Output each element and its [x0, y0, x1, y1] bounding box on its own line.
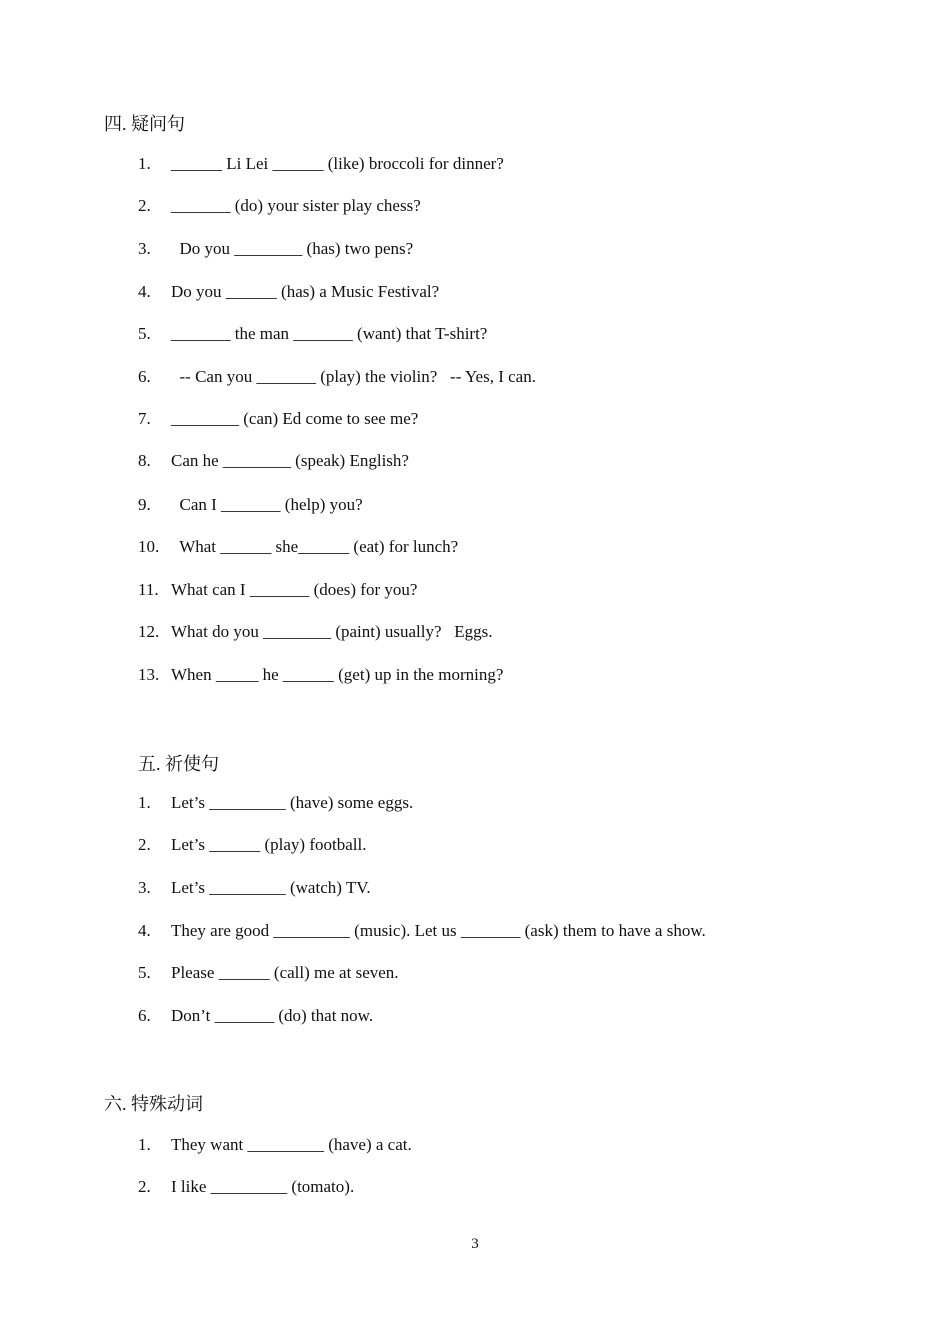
section-heading-6: 六. 特殊动词 — [104, 1094, 203, 1114]
item-text: I like _________ (tomato). — [171, 1177, 355, 1196]
item-text: Do you ______ (has) a Music Festival? — [171, 282, 440, 301]
item-text: _______ (do) your sister play chess? — [171, 196, 421, 215]
item-text: Please ______ (call) me at seven. — [171, 963, 399, 982]
item-text: What do you ________ (paint) usually? Eggs. — [171, 622, 493, 641]
list-item — [138, 367, 536, 387]
item-number: 5. — [138, 963, 151, 982]
list-item — [138, 835, 366, 855]
item-text: What can I _______ (does) for you? — [171, 580, 418, 599]
item-text: ________ (can) Ed come to see me? — [171, 409, 419, 428]
item-text: Can I _______ (help) you? — [171, 495, 363, 514]
item-text: _______ the man _______ (want) that T-shirt? — [171, 324, 488, 343]
item-text: Don’t _______ (do) that now. — [171, 1006, 374, 1025]
list-item — [138, 622, 493, 642]
item-text: Do you ________ (has) two pens? — [171, 239, 414, 258]
list-item — [138, 239, 413, 259]
page-number: 3 — [471, 1236, 479, 1252]
section-heading-4: 四. 疑问句 — [104, 114, 185, 134]
item-number: 8. — [138, 451, 151, 470]
list-item — [138, 963, 399, 983]
list-item — [138, 282, 439, 302]
item-number: 11. — [138, 580, 159, 599]
list-item — [138, 324, 487, 344]
item-number: 6. — [138, 367, 151, 386]
item-number: 2. — [138, 1177, 151, 1196]
list-item — [138, 409, 418, 429]
list-item — [138, 495, 363, 515]
item-text: Let’s _________ (watch) TV. — [171, 878, 371, 897]
item-number: 6. — [138, 1006, 151, 1025]
item-number: 3. — [138, 239, 151, 258]
list-item — [138, 1135, 412, 1155]
list-item — [138, 537, 458, 557]
item-number: 2. — [138, 196, 151, 215]
item-number: 9. — [138, 495, 151, 514]
list-item — [138, 451, 409, 471]
item-number: 13. — [138, 665, 160, 684]
item-number: 4. — [138, 921, 151, 940]
item-text: Let’s _________ (have) some eggs. — [171, 793, 414, 812]
item-number: 3. — [138, 878, 151, 897]
item-number: 4. — [138, 282, 151, 301]
list-item — [138, 154, 504, 174]
list-item — [138, 921, 706, 941]
list-item — [138, 580, 417, 600]
item-number: 1. — [138, 793, 151, 812]
item-number: 7. — [138, 409, 151, 428]
item-number: 1. — [138, 154, 151, 173]
list-item — [138, 1177, 354, 1197]
item-number: 2. — [138, 835, 151, 854]
item-text: Let’s ______ (play) football. — [171, 835, 367, 854]
item-text: They want _________ (have) a cat. — [171, 1135, 412, 1154]
list-item — [138, 1006, 373, 1026]
item-text: ______ Li Lei ______ (like) broccoli for dinner? — [171, 154, 504, 173]
list-item — [138, 196, 421, 216]
item-number: 10. — [138, 537, 160, 556]
list-item — [138, 793, 413, 813]
item-text: Can he ________ (speak) English? — [171, 451, 409, 470]
list-item — [138, 878, 371, 898]
item-number: 12. — [138, 622, 160, 641]
item-text: They are good _________ (music). Let us _______ (ask) them to have a show. — [171, 921, 706, 940]
item-number: 1. — [138, 1135, 151, 1154]
section-heading-5: 五. 祈使句 — [138, 754, 219, 774]
item-text: What ______ she______ (eat) for lunch? — [171, 537, 459, 556]
item-text: When _____ he ______ (get) up in the morning? — [171, 665, 504, 684]
list-item — [138, 665, 503, 685]
item-number: 5. — [138, 324, 151, 343]
item-text: -- Can you _______ (play) the violin? -- Yes, I can. — [171, 367, 536, 386]
